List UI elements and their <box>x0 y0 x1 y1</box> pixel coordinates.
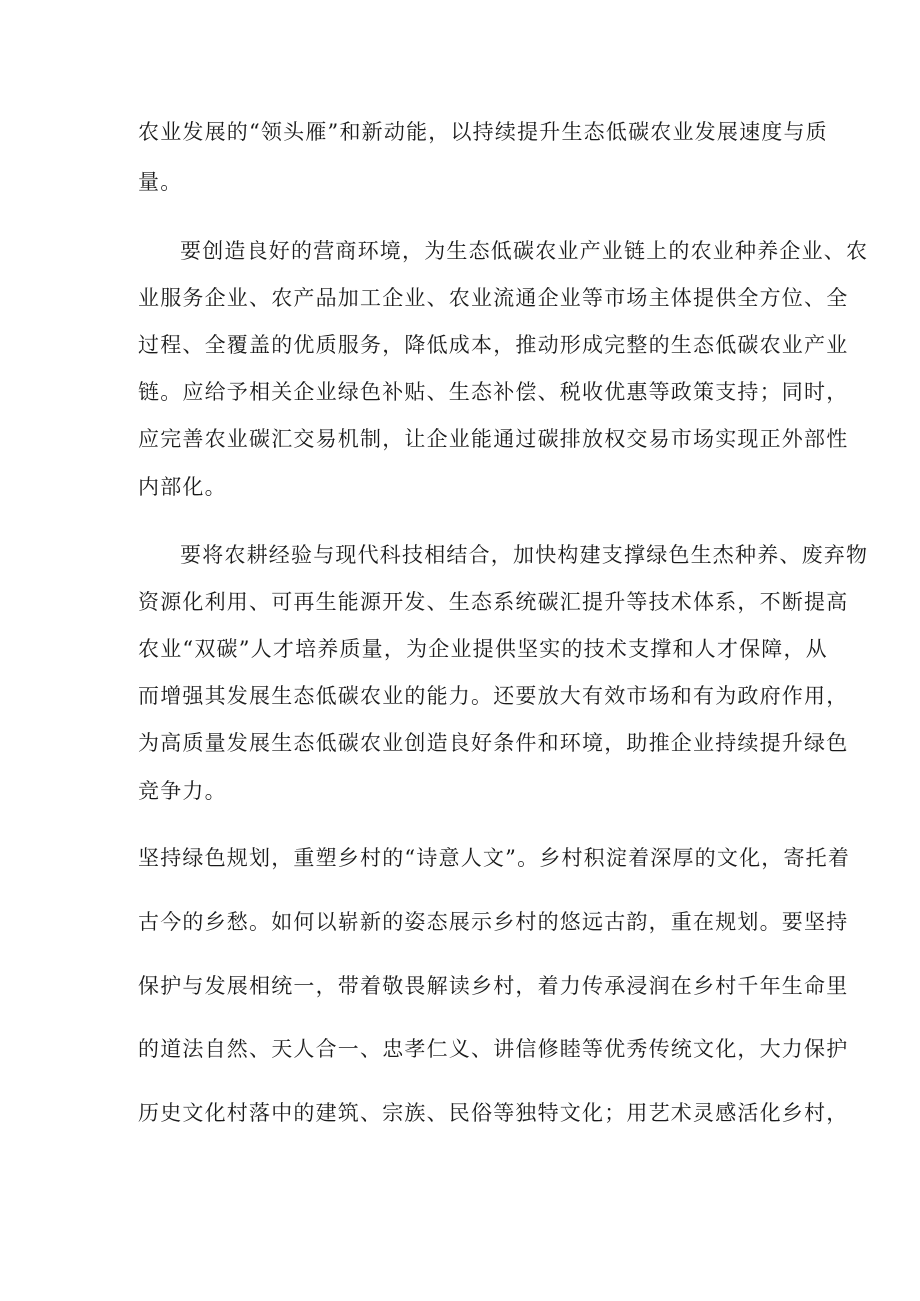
text-line: 农业“双碳”人才培养质量，为企业提供坚实的技术支撑和人才保障，从 <box>138 637 828 661</box>
text-line: 链。应给予相关企业绿色补贴、生态补偿、税收优惠等政策支持；同时， <box>138 380 849 404</box>
text-line: 过程、全覆盖的优质服务，降低成本，推动形成完整的生态低碳农业产业 <box>138 333 849 357</box>
text-line: 保护与发展相统一，带着敬畏解读乡村，着力传承浸润在乡村千年生命里 <box>138 974 849 998</box>
text-line: 坚持绿色规划，重塑乡村的“诗意人文”。乡村积淀着深厚的文化，寄托着 <box>138 846 851 870</box>
text-line: 资源化利用、可再生能源开发、生态系统碳汇提升等技术体系，不断提高 <box>138 590 849 614</box>
text-line: 农业发展的“领头雁”和新动能，以持续提升生态低碳农业发展速度与质 <box>138 120 828 144</box>
text-line: 而增强其发展生态低碳农业的能力。还要放大有效市场和有为政府作用， <box>138 684 849 708</box>
text-line: 为高质量发展生态低碳农业创造良好条件和环境，助推企业持续提升绿色 <box>138 731 849 755</box>
text-line: 内部化。 <box>138 475 227 499</box>
text-line: 历史文化村落中的建筑、宗族、民俗等独特文化；用艺术灵感活化乡村， <box>138 1101 849 1125</box>
text-line: 要将农耕经验与现代科技相结合，加快构建支撑绿色生杰种养、废弃物 <box>180 543 869 567</box>
text-line: 量。 <box>138 170 183 194</box>
text-line: 要创造良好的营商环境，为生态低碳农业产业链上的农业种养企业、农 <box>180 239 869 263</box>
text-line: 的道法自然、天人合一、忠孝仁义、讲信修睦等优秀传统文化，大力保护 <box>138 1037 849 1061</box>
text-line: 竞争力。 <box>138 779 227 803</box>
text-line: 古今的乡愁。如何以崭新的姿态展示乡村的悠远古韵，重在规划。要坚持 <box>138 910 849 934</box>
text-line: 应完善农业碳汇交易机制，让企业能通过碳排放权交易市场实现正外部性 <box>138 427 849 451</box>
text-line: 业服务企业、农产品加工企业、农业流通企业等市场主体提供全方位、全 <box>138 286 849 310</box>
